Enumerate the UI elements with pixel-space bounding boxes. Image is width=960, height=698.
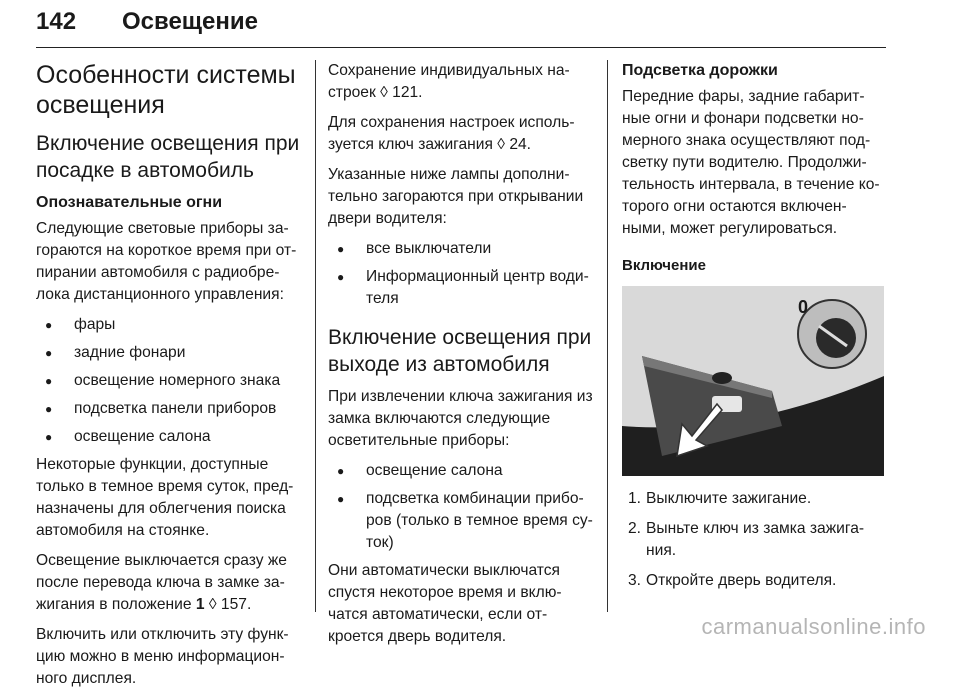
bullet-list [328,460,596,554]
column-1 [36,60,304,698]
column-3 [622,60,888,600]
step-text: Выньте ключ из замка зажига-ния. [646,520,865,559]
list-item: ● фары [36,314,304,336]
key-position: 1 [195,596,205,613]
paragraph: Некоторые функции, доступные только в темное время суток, пред-назначены для облегчения поиска автомобиля на стоянке. [36,456,294,539]
knob-position-label: 0 [798,297,809,317]
light-switch-illustration [622,286,884,476]
paragraph-text: Освещение выключается сразу же после перевода ключа в замке за-жигания в положение [36,552,287,613]
column-2 [328,60,596,656]
step-number: 2. [628,520,642,537]
paragraph: Сохранение индивидуальных на-строек ◊ 121. [328,62,570,101]
column-divider-1 [315,60,316,612]
watermark: carmanualsonline.info [701,614,926,639]
header-divider [36,47,886,48]
subheading-activation: Включение [622,257,706,274]
list-item: ● освещение салона [328,460,596,482]
stalk-illustration-svg [622,286,884,476]
paragraph: Для сохранения настроек исполь-зуется ключ зажигания ◊ 24. [328,114,575,153]
column-divider-2 [607,60,608,612]
list-item: ● все выключатели [328,238,596,260]
subheading-locator-lights: Опознавательные огни [36,194,223,211]
paragraph: При извлечении ключа зажигания из замка включаются следующие осветительные приборы: [328,388,593,449]
list-item: ● освещение салона [36,426,304,448]
main-heading: Особенности системы освещения [36,61,296,119]
list-item: ● подсветка панели приборов [36,398,304,420]
step-item [622,488,888,510]
section-title: Освещение [122,8,258,35]
paragraph: Они автоматически выключатся спустя некоторое время и вклю-чатся автоматически, если от-кроется дверь водителя. [328,562,562,645]
step-text: Откройте дверь водителя. [646,572,837,589]
bullet-list [36,314,304,448]
page-header [36,8,886,48]
list-item: ● Информационный центр води-теля [328,266,596,310]
step-text: Выключите зажигание. [646,490,812,507]
paragraph: Указанные ниже лампы дополни-тельно загораются при открывании двери водителя: [328,166,584,227]
subheading-exit-lighting: Включение освещения при выходе из автомобиля [328,326,592,376]
list-item: ● освещение номерного знака [36,370,304,392]
paragraph: Передние фары, задние габарит-ные огни и фонари подсветки но-мерного знака осуществляют под-светку пути водителю. Продолжи-тельность интервала, в течение ко-торого огни остаются включен-ными, может регулироваться. [622,88,880,237]
step-item [622,570,888,592]
step-list [622,488,888,592]
list-item: ● подсветка комбинации прибо-ров (только в темное время су-ток) [328,488,596,554]
step-number: 3. [628,572,642,589]
page-reference-link[interactable]: ◊ 157. [208,596,252,613]
bullet-list [328,238,596,310]
page-number: 142 [36,8,77,35]
subheading-entry-lighting: Включение освещения при посадке в автомобиль [36,132,300,182]
paragraph: Следующие световые приборы за-гораются на короткое время при от-пирании автомобиля с радиобре-лока дистанционного управления: [36,220,297,303]
list-item: ● задние фонари [36,342,304,364]
paragraph: Включить или отключить эту функ-цию можно в меню информацион-ного дисплея. [36,626,289,687]
paragraph [36,550,304,616]
step-number: 1. [628,490,642,507]
step-item [622,518,888,562]
subheading-path-lighting: Подсветка дорожки [622,62,778,79]
